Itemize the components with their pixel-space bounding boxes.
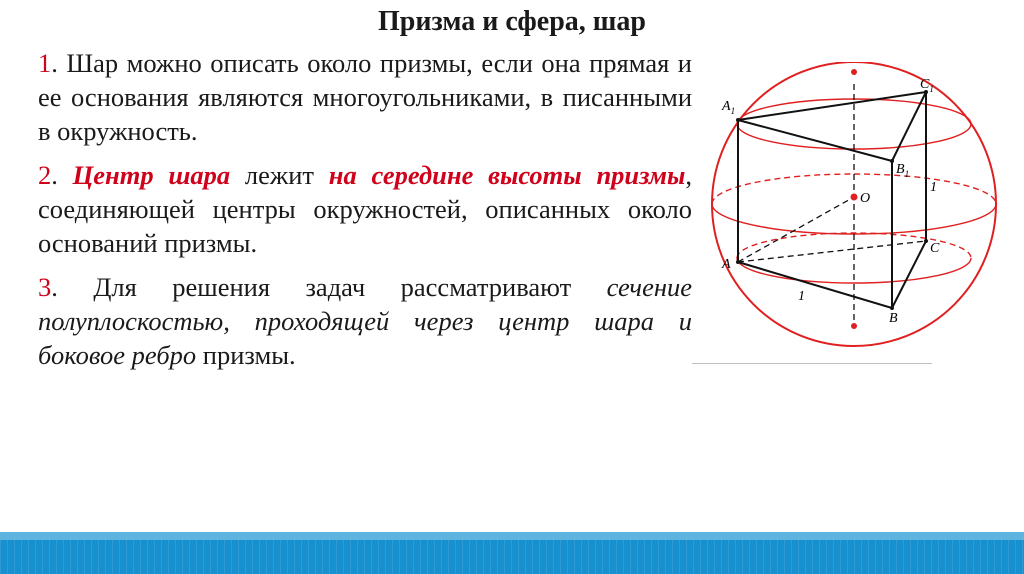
label-o: O [860,191,871,206]
edge-a-b [738,262,892,308]
vertex-b1 [890,159,894,163]
paragraph-1-number: 1 [38,48,52,78]
footer-band [0,532,1024,540]
paragraph-3-number: 3 [38,272,52,302]
bottom-pole-point [851,323,857,329]
segment-a-o [738,197,854,262]
label-c: C [930,241,940,256]
paragraph-1-text: . Шар можно описать около призмы, если она прямая и ее основания являются многоугольниками, в писанными в окружность. [38,48,692,146]
edge-b-c [892,241,926,308]
vertex-b [890,306,894,310]
label-a1: $A_1$ [722,99,736,116]
paragraph-2-rest: , соединяющей центры окружностей, описанных около оснований призмы. [38,160,693,258]
vertex-c [924,239,928,243]
paragraph-2-highlight-center: Центр шара [72,160,231,190]
label-edge-ab: 1 [798,289,805,304]
paragraph-2-number: 2 [38,160,52,190]
edge-a1-b1 [738,120,892,161]
vertex-a [736,260,740,264]
slide-title: Призма и сфера, шар [378,6,646,37]
top-pole-point [851,69,857,75]
paragraph-3-lead: . Для решения задач рассматривают [51,272,607,302]
paragraph-2-mid: лежит [230,160,329,190]
paragraph-2-dot: . [51,160,73,190]
label-a: A [722,257,731,272]
paragraph-3-tail: призмы. [196,340,296,370]
center-point-o [851,194,858,201]
divider-line [692,363,932,364]
label-b1: $B_1$ [896,162,910,179]
edge-a1-c1 [738,92,926,120]
slide-text [38,46,692,372]
label-b: B [889,311,898,326]
paragraph-3-italic: сечение полуплоскостью, проходящей через центр шара и боковое ребро [38,272,692,370]
label-edge-cc1: 1 [930,180,937,195]
paragraph-2-highlight-height: на середине высоты призмы [328,160,686,190]
paragraph-2 [38,158,692,260]
edge-a-c [738,241,926,262]
vertex-a1 [736,118,740,122]
prism-sphere-diagram [700,62,1010,347]
prism-sphere-figure [700,62,1010,347]
paragraph-1 [38,46,692,148]
paragraph-3 [38,270,692,372]
footer-bar [0,540,1024,574]
label-c1: $C_1$ [920,77,934,94]
